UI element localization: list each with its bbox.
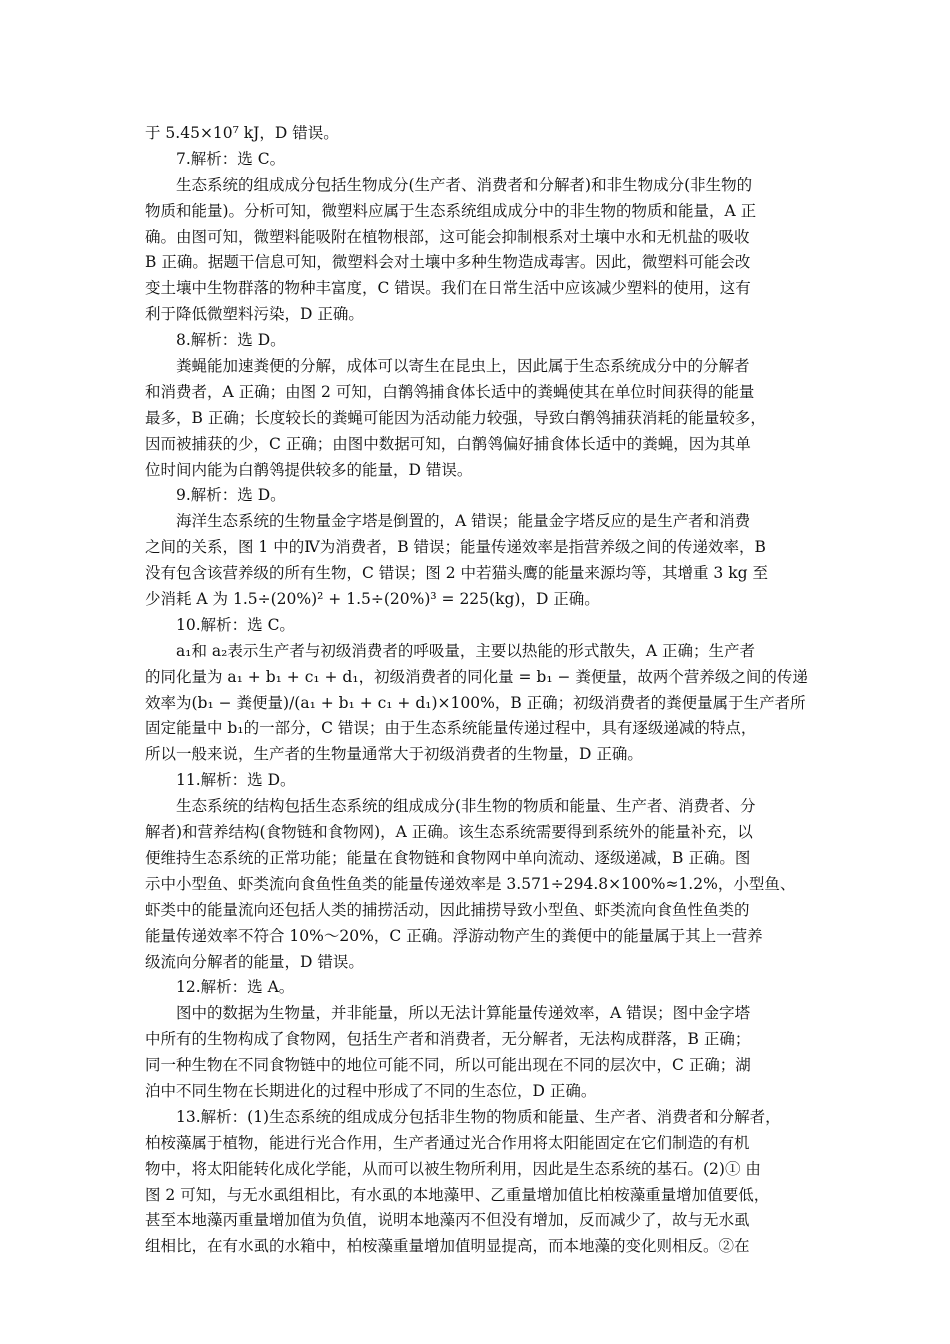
text-line: 利于降低微塑料污染，D 正确。	[145, 305, 364, 324]
text-line: 效率为(b₁ − 粪便量)/(a₁ + b₁ + c₁ + d₁)×100%，B 正确；初级消费者的粪便量属于生产者所	[145, 693, 806, 712]
text-line: 因而被捕获的少，C 正确；由图中数据可知，白鹡鸰偏好捕食体长适中的粪蝇，因为其单	[145, 434, 751, 453]
text-line: 生态系统的组成成分包括生物成分(生产者、消费者和分解者)和非生物成分(非生物的	[176, 175, 753, 194]
text-line: 没有包含该营养级的所有生物，C 错误；图 2 中若猫头鹰的能量来源均等，其增重 3 kg 至	[145, 564, 768, 583]
text-line: 变土壤中生物群落的物种丰富度，C 错误。我们在日常生活中应该减少塑料的使用，这有	[145, 279, 751, 298]
text-line: 级流向分解者的能量，D 错误。	[145, 952, 364, 971]
text-line: 10.解析：选 C。	[176, 615, 295, 634]
text-line: 7.解析：选 C。	[176, 149, 286, 168]
text-line: 位时间内能为白鹡鸰提供较多的能量，D 错误。	[145, 460, 473, 479]
text-line: 9.解析：选 D。	[176, 486, 286, 505]
text-line: 便维持生态系统的正常功能；能量在食物链和食物网中单向流动、逐级递减，B 正确。图	[145, 848, 751, 867]
text-line: 固定能量中 b₁的一部分，C 错误；由于生态系统能量传递过程中，具有逐级递减的特点，	[145, 719, 757, 738]
text-line: 11.解析：选 D。	[176, 771, 296, 790]
text-line: 虾类中的能量流向还包括人类的捕捞活动，因此捕捞导致小型鱼、虾类流向食鱼性鱼类的	[145, 900, 750, 919]
text-line: 示中小型鱼、虾类流向食鱼性鱼类的能量传递效率是 3.571÷294.8×100%≈1.2%，小型鱼、	[145, 874, 796, 893]
text-line: 物中，将太阳能转化成化学能，从而可以被生物所利用，因此是生态系统的基石。(2)① 由	[145, 1159, 761, 1178]
text-line: 粪蝇能加速粪便的分解，成体可以寄生在昆虫上，因此属于生态系统成分中的分解者	[176, 357, 750, 376]
text-line: 所以一般来说，生产者的生物量通常大于初级消费者的生物量，D 正确。	[145, 745, 643, 764]
document-page	[145, 121, 810, 1260]
text-line: 13.解析：(1)生态系统的组成成分包括非生物的物质和能量、生产者、消费者和分解者，	[176, 1107, 781, 1126]
text-line: 确。由图可知，微塑料能吸附在植物根部，这可能会抑制根系对土壤中水和无机盐的吸收	[145, 227, 750, 246]
text-line: 物质和能量)。分析可知，微塑料应属于生态系统组成成分中的非生物的物质和能量，A 正	[145, 201, 757, 220]
text-line: 能量传递效率不符合 10%～20%，C 正确。浮游动物产生的粪便中的能量属于其上一营养	[145, 926, 763, 945]
text-line: 甚至本地藻丙重量增加值为负值，说明本地藻丙不但没有增加，反而减少了，故与无水虱	[145, 1211, 750, 1230]
text-line: 图中的数据为生物量，并非能量，所以无法计算能量传递效率，A 错误；图中金字塔	[176, 1004, 751, 1023]
text-line: 柏桉藻属于植物，能进行光合作用，生产者通过光合作用将太阳能固定在它们制造的有机	[145, 1133, 750, 1152]
text-line: 组相比，在有水虱的水箱中，柏桉藻重量增加值明显提高，而本地藻的变化则相反。②在	[145, 1237, 750, 1256]
text-line: 解者)和营养结构(食物链和食物网)，A 正确。该生态系统需要得到系统外的能量补充，以	[145, 823, 753, 842]
text-line: a₁和 a₂表示生产者与初级消费者的呼吸量，主要以热能的形式散失，A 正确；生产者	[176, 641, 755, 660]
text-line: 于 5.45×10⁷ kJ，D 错误。	[145, 124, 339, 142]
text-line: 8.解析：选 D。	[176, 331, 286, 350]
text-line: 和消费者，A 正确；由图 2 可知，白鹡鸰捕食体长适中的粪蝇使其在单位时间获得的能量	[145, 382, 755, 401]
text-line: 少消耗 A 为 1.5÷(20%)² + 1.5÷(20%)³ = 225(kg)，D 正确。	[145, 590, 600, 609]
text-line: 泊中不同生物在长期进化的过程中形成了不同的生态位，D 正确。	[145, 1081, 597, 1100]
text-line: 最多，B 正确；长度较长的粪蝇可能因为活动能力较强，导致白鹡鸰捕获消耗的能量较多，	[145, 408, 766, 427]
text-line: 中所有的生物构成了食物网，包括生产者和消费者，无分解者，无法构成群落，B 正确；	[145, 1030, 751, 1049]
text-line: 之间的关系，图 1 中的Ⅳ为消费者，B 错误；能量传递效率是指营养级之间的传递效率，B	[145, 538, 766, 557]
text-line: 海洋生态系统的生物量金字塔是倒置的，A 错误；能量金字塔反应的是生产者和消费	[176, 512, 751, 531]
text-line: 的同化量为 a₁ + b₁ + c₁ + d₁，初级消费者的同化量 = b₁ − 粪便量，故两个营养级之间的传递	[145, 667, 808, 686]
text-line: 12.解析：选 A。	[176, 978, 295, 997]
text-line: 同一种生物在不同食物链中的地位可能不同，所以可能出现在不同的层次中，C 正确；湖	[145, 1056, 751, 1075]
text-line: 生态系统的结构包括生态系统的组成成分(非生物的物质和能量、生产者、消费者、分	[176, 797, 756, 816]
text-line: 图 2 可知，与无水虱组相比，有水虱的本地藻甲、乙重量增加值比柏桉藻重量增加值要低，	[145, 1185, 770, 1204]
text-line: B 正确。据题干信息可知，微塑料会对土壤中多种生物造成毒害。因此，微塑料可能会改	[145, 253, 751, 272]
